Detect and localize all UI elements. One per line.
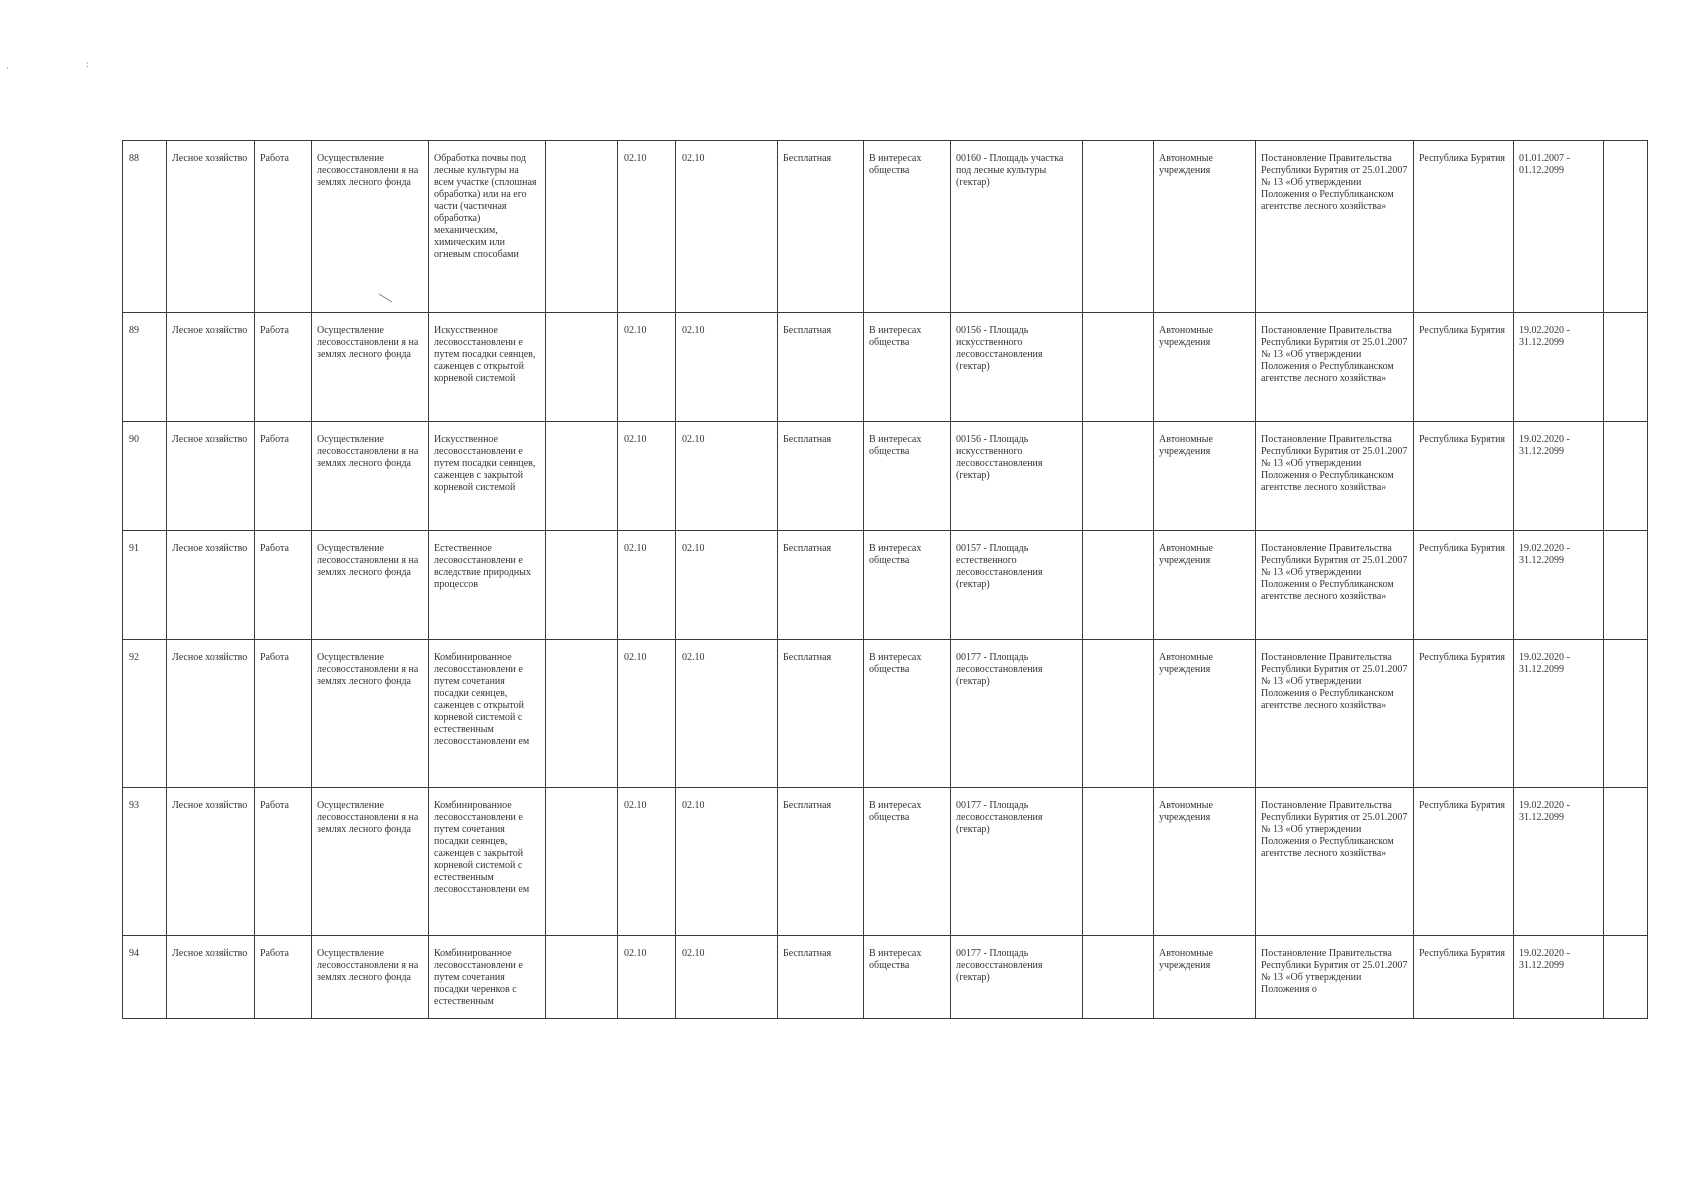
interest-cell: В интересах общества	[864, 422, 951, 531]
legal-basis-cell: Постановление Правительства Республики Бурятия от 25.01.2007 № 13 «Об утверждении Положения о Республиканском агентстве лесного хозяйства»	[1256, 141, 1414, 313]
kind-cell: Работа	[255, 788, 312, 936]
blank-cell	[546, 936, 618, 1019]
code-cell: 02.10	[618, 788, 676, 936]
region-cell: Республика Бурятия	[1414, 936, 1514, 1019]
recipients-cell: Автономные учреждения	[1154, 640, 1256, 788]
table-row	[123, 141, 1648, 313]
activity-cell: Осуществление лесовосстановлени я на землях лесного фонда	[312, 936, 429, 1019]
recipients-cell: Автономные учреждения	[1154, 313, 1256, 422]
indicator-cell: 00177 - Площадь лесовосстановления (гектар)	[951, 640, 1083, 788]
blank-cell	[546, 640, 618, 788]
content-cell: Искусственное лесовосстановлени е путем посадки сеянцев, саженцев с открытой корневой системой	[429, 313, 546, 422]
code-cell-2: 02.10	[676, 788, 778, 936]
row-number: 88	[123, 141, 167, 313]
interest-cell: В интересах общества	[864, 640, 951, 788]
indicator-cell: 00156 - Площадь искусственного лесовосстановления (гектар)	[951, 313, 1083, 422]
kind-cell: Работа	[255, 531, 312, 640]
blank-cell-3	[1604, 936, 1648, 1019]
payment-cell: Бесплатная	[778, 141, 864, 313]
recipients-cell: Автономные учреждения	[1154, 141, 1256, 313]
blank-cell-3	[1604, 788, 1648, 936]
blank-cell	[546, 531, 618, 640]
blank-cell-2	[1083, 313, 1154, 422]
code-cell-2: 02.10	[676, 936, 778, 1019]
validity-period-cell: 19.02.2020 - 31.12.2099	[1514, 936, 1604, 1019]
services-registry-table	[122, 140, 1648, 1019]
blank-cell	[546, 313, 618, 422]
kind-cell: Работа	[255, 141, 312, 313]
payment-cell: Бесплатная	[778, 640, 864, 788]
blank-cell-3	[1604, 141, 1648, 313]
interest-cell: В интересах общества	[864, 531, 951, 640]
payment-cell: Бесплатная	[778, 531, 864, 640]
blank-cell	[546, 422, 618, 531]
recipients-cell: Автономные учреждения	[1154, 422, 1256, 531]
table-row	[123, 531, 1648, 640]
code-cell: 02.10	[618, 422, 676, 531]
row-number: 94	[123, 936, 167, 1019]
table-row	[123, 788, 1648, 936]
code-cell: 02.10	[618, 531, 676, 640]
blank-cell-3	[1604, 422, 1648, 531]
recipients-cell: Автономные учреждения	[1154, 788, 1256, 936]
row-number: 90	[123, 422, 167, 531]
kind-cell: Работа	[255, 422, 312, 531]
content-cell: Естественное лесовосстановлени е вследствие природных процессов	[429, 531, 546, 640]
validity-period-cell: 19.02.2020 - 31.12.2099	[1514, 313, 1604, 422]
code-cell-2: 02.10	[676, 640, 778, 788]
sector-cell: Лесное хозяйство	[167, 141, 255, 313]
activity-cell: Осуществление лесовосстановлени я на землях лесного фонда	[312, 640, 429, 788]
row-number: 92	[123, 640, 167, 788]
indicator-cell: 00156 - Площадь искусственного лесовосстановления (гектар)	[951, 422, 1083, 531]
indicator-cell: 00160 - Площадь участка под лесные культуры (гектар)	[951, 141, 1083, 313]
activity-cell: Осуществление лесовосстановлени я на землях лесного фонда	[312, 531, 429, 640]
blank-cell-2	[1083, 936, 1154, 1019]
code-cell-2: 02.10	[676, 141, 778, 313]
interest-cell: В интересах общества	[864, 788, 951, 936]
sector-cell: Лесное хозяйство	[167, 531, 255, 640]
activity-cell: Осуществление лесовосстановлени я на землях лесного фонда	[312, 422, 429, 531]
region-cell: Республика Бурятия	[1414, 640, 1514, 788]
row-number: 89	[123, 313, 167, 422]
recipients-cell: Автономные учреждения	[1154, 531, 1256, 640]
blank-cell	[546, 788, 618, 936]
code-cell: 02.10	[618, 640, 676, 788]
row-number: 91	[123, 531, 167, 640]
region-cell: Республика Бурятия	[1414, 788, 1514, 936]
region-cell: Республика Бурятия	[1414, 422, 1514, 531]
indicator-cell: 00177 - Площадь лесовосстановления (гектар)	[951, 936, 1083, 1019]
code-cell-2: 02.10	[676, 531, 778, 640]
table-row	[123, 936, 1648, 1019]
content-cell: Комбинированное лесовосстановлени е путем сочетания посадки черенков с естественным	[429, 936, 546, 1019]
validity-period-cell: 19.02.2020 - 31.12.2099	[1514, 788, 1604, 936]
activity-cell: Осуществление лесовосстановлени я на землях лесного фонда	[312, 141, 429, 313]
legal-basis-cell: Постановление Правительства Республики Бурятия от 25.01.2007 № 13 «Об утверждении Положения о Республиканском агентстве лесного хозяйства»	[1256, 640, 1414, 788]
blank-cell-2	[1083, 141, 1154, 313]
code-cell-2: 02.10	[676, 313, 778, 422]
blank-cell	[546, 141, 618, 313]
code-cell: 02.10	[618, 313, 676, 422]
sector-cell: Лесное хозяйство	[167, 936, 255, 1019]
sector-cell: Лесное хозяйство	[167, 422, 255, 531]
interest-cell: В интересах общества	[864, 936, 951, 1019]
payment-cell: Бесплатная	[778, 936, 864, 1019]
table-row	[123, 313, 1648, 422]
blank-cell-3	[1604, 313, 1648, 422]
content-cell: Комбинированное лесовосстановлени е путем сочетания посадки сеянцев, саженцев с закрытой корневой системой с естественным лесовосстановлени ем	[429, 788, 546, 936]
code-cell: 02.10	[618, 936, 676, 1019]
table-row	[123, 422, 1648, 531]
validity-period-cell: 01.01.2007 - 01.12.2099	[1514, 141, 1604, 313]
activity-cell: Осуществление лесовосстановлени я на землях лесного фонда	[312, 313, 429, 422]
interest-cell: В интересах общества	[864, 313, 951, 422]
content-cell: Обработка почвы под лесные культуры на всем участке (сплошная обработка) или на его части (частичная обработка) механическим, химическим или огневым способами	[429, 141, 546, 313]
kind-cell: Работа	[255, 640, 312, 788]
table-row	[123, 640, 1648, 788]
table-body	[123, 141, 1648, 1019]
interest-cell: В интересах общества	[864, 141, 951, 313]
blank-cell-3	[1604, 531, 1648, 640]
kind-cell: Работа	[255, 313, 312, 422]
sector-cell: Лесное хозяйство	[167, 313, 255, 422]
row-number: 93	[123, 788, 167, 936]
recipients-cell: Автономные учреждения	[1154, 936, 1256, 1019]
validity-period-cell: 19.02.2020 - 31.12.2099	[1514, 422, 1604, 531]
blank-cell-2	[1083, 640, 1154, 788]
validity-period-cell: 19.02.2020 - 31.12.2099	[1514, 640, 1604, 788]
kind-cell: Работа	[255, 936, 312, 1019]
payment-cell: Бесплатная	[778, 788, 864, 936]
region-cell: Республика Бурятия	[1414, 313, 1514, 422]
content-cell: Комбинированное лесовосстановлени е путем сочетания посадки сеянцев, саженцев с открытой корневой системой с естественным лесовосстановлени ем	[429, 640, 546, 788]
blank-cell-3	[1604, 640, 1648, 788]
payment-cell: Бесплатная	[778, 422, 864, 531]
indicator-cell: 00157 - Площадь естественного лесовосстановления (гектар)	[951, 531, 1083, 640]
blank-cell-2	[1083, 788, 1154, 936]
code-cell: 02.10	[618, 141, 676, 313]
blank-cell-2	[1083, 531, 1154, 640]
legal-basis-cell: Постановление Правительства Республики Бурятия от 25.01.2007 № 13 «Об утверждении Положения о Республиканском агентстве лесного хозяйства»	[1256, 422, 1414, 531]
legal-basis-cell: Постановление Правительства Республики Бурятия от 25.01.2007 № 13 «Об утверждении Положения о Республиканском агентстве лесного хозяйства»	[1256, 313, 1414, 422]
payment-cell: Бесплатная	[778, 313, 864, 422]
sector-cell: Лесное хозяйство	[167, 640, 255, 788]
content-cell: Искусственное лесовосстановлени е путем посадки сеянцев, саженцев с закрытой корневой системой	[429, 422, 546, 531]
validity-period-cell: 19.02.2020 - 31.12.2099	[1514, 531, 1604, 640]
region-cell: Республика Бурятия	[1414, 531, 1514, 640]
legal-basis-cell: Постановление Правительства Республики Бурятия от 25.01.2007 № 13 «Об утверждении Положения о Республиканском агентстве лесного хозяйства»	[1256, 788, 1414, 936]
activity-cell: Осуществление лесовосстановлени я на землях лесного фонда	[312, 788, 429, 936]
sector-cell: Лесное хозяйство	[167, 788, 255, 936]
blank-cell-2	[1083, 422, 1154, 531]
code-cell-2: 02.10	[676, 422, 778, 531]
scan-artifact-marks: · :	[6, 59, 89, 73]
region-cell: Республика Бурятия	[1414, 141, 1514, 313]
indicator-cell: 00177 - Площадь лесовосстановления (гектар)	[951, 788, 1083, 936]
legal-basis-cell: Постановление Правительства Республики Бурятия от 25.01.2007 № 13 «Об утверждении Положения о	[1256, 936, 1414, 1019]
pen-stroke-mark	[378, 293, 394, 303]
legal-basis-cell: Постановление Правительства Республики Бурятия от 25.01.2007 № 13 «Об утверждении Положения о Республиканском агентстве лесного хозяйства»	[1256, 531, 1414, 640]
